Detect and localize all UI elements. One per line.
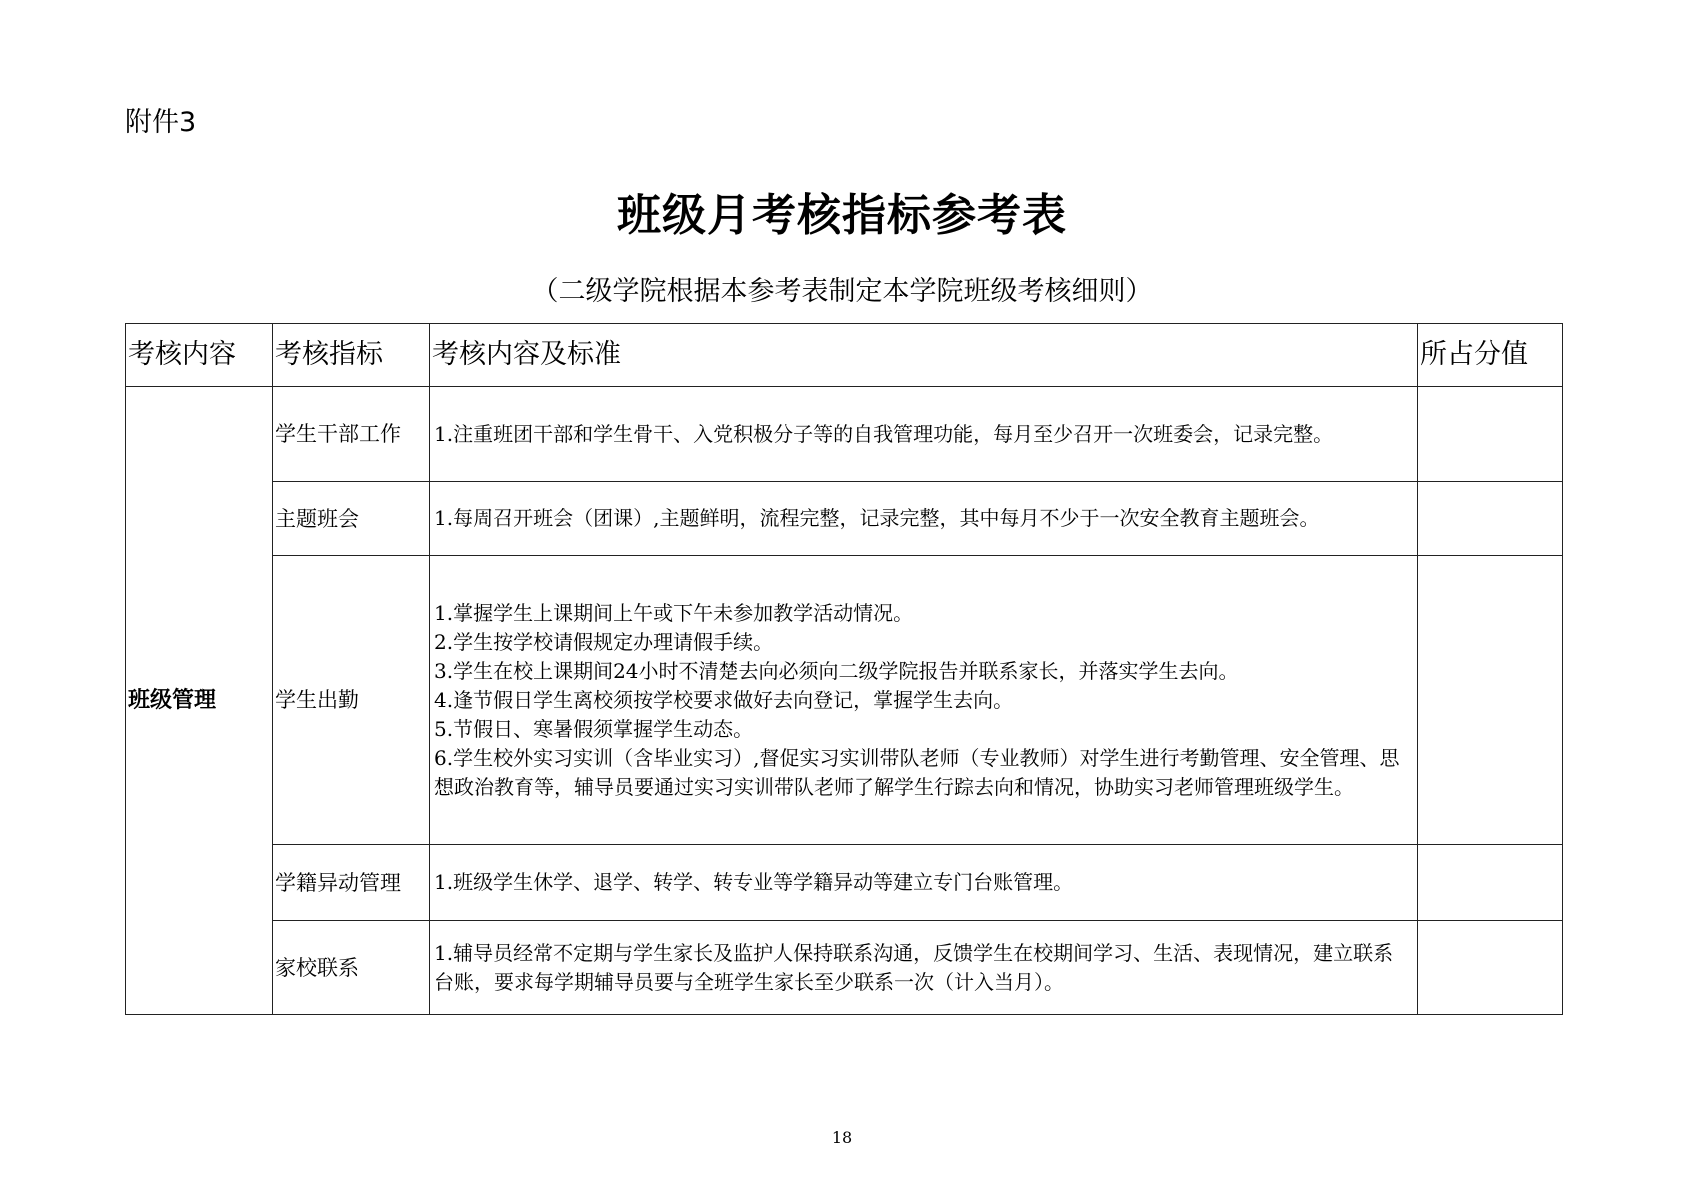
table-row [126,845,1563,921]
table-row [126,387,1563,482]
page-subtitle: （二级学院根据本参考表制定本学院班级考核细则） [531,276,1153,307]
table-row [126,556,1563,845]
indicator-cell: 家校联系 [273,921,430,1015]
assessment-table [125,323,1563,1015]
standard-line: 1.班级学生休学、退学、转学、转专业等学籍异动等建立专门台账管理。 [434,870,1074,894]
indicator-cell: 主题班会 [273,482,430,556]
score-cell [1418,845,1563,921]
header-indicator: 考核指标 [273,324,430,387]
standard-line: 1.辅导员经常不定期与学生家长及监护人保持联系沟通，反馈学生在校期间学习、生活、表现情况，建立联系台账，要求每学期辅导员要与全班学生家长至少联系一次（计入当月）。 [434,940,1394,994]
standard-line: 3.学生在校上课期间24小时不清楚去向必须向二级学院报告并联系家长，并落实学生去向。 [434,658,1239,683]
standard-line: 4.逢节假日学生离校须按学校要求做好去向登记，掌握学生去向。 [434,687,1014,712]
table-row [126,482,1563,556]
standard-cell [430,482,1418,556]
indicator-cell: 学籍异动管理 [273,845,430,921]
table-row [126,921,1563,1015]
header-score: 所占分值 [1418,324,1563,387]
standard-cell [430,921,1418,1015]
score-cell [1418,921,1563,1015]
page-number: 18 [831,1128,853,1147]
area-cell: 班级管理 [126,387,273,1015]
header-standard: 考核内容及标准 [430,324,1418,387]
standard-line: 1.掌握学生上课期间上午或下午未参加教学活动情况。 [434,600,914,625]
standard-line: 1.注重班团干部和学生骨干、入党积极分子等的自我管理功能，每月至少召开一次班委会，记录完整。 [434,421,1334,446]
score-cell [1418,556,1563,845]
standard-line: 1.每周召开班会（团课）,主题鲜明，流程完整，记录完整，其中每月不少于一次安全教育主题班会。 [434,506,1320,530]
indicator-cell: 学生出勤 [273,556,430,845]
standard-cell [430,556,1418,845]
score-cell [1418,387,1563,482]
score-cell [1418,482,1563,556]
standard-line: 6.学生校外实习实训（含毕业实习）,督促实习实训带队老师（专业教师）对学生进行考勤管理、安全管理、思想政治教育等，辅导员要通过实习实训带队老师了解学生行踪去向和情况，协助实习老师管理班级学生。 [434,745,1400,799]
header-area: 考核内容 [126,324,273,387]
page-title: 班级月考核指标参考表 [617,190,1067,241]
attachment-label: 附件3 [125,107,197,138]
header-row [126,324,1563,387]
indicator-cell: 学生干部工作 [273,387,430,482]
standard-cell [430,387,1418,482]
standard-line: 5.节假日、寒暑假须掌握学生动态。 [434,716,754,741]
standard-line: 2.学生按学校请假规定办理请假手续。 [434,629,774,654]
standard-cell [430,845,1418,921]
